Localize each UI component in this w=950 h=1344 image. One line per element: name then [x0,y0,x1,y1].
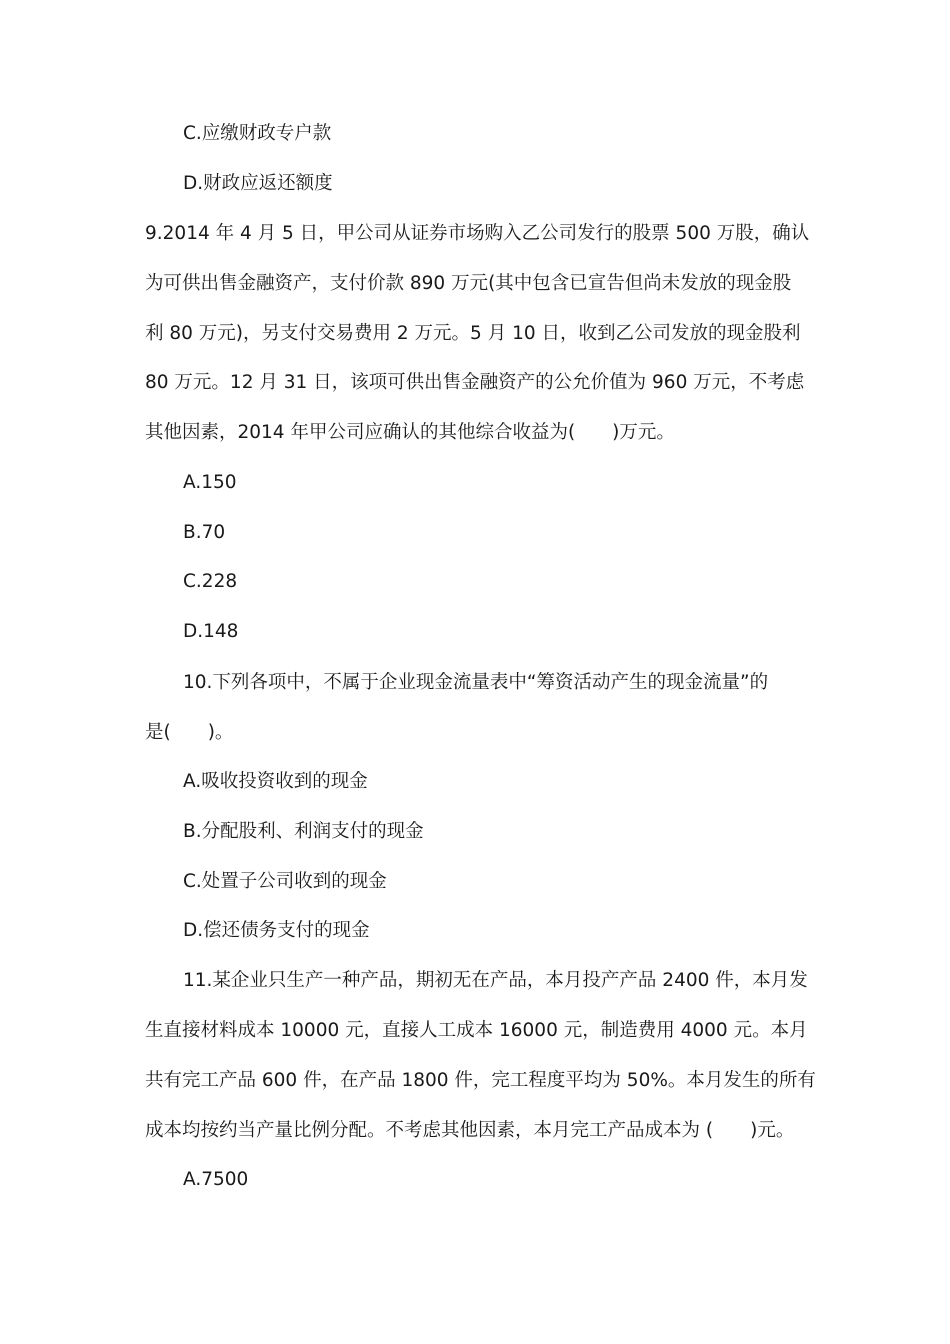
question-10-option-c: C.处置子公司收到的现金 [183,871,387,892]
question-11-line-4: 成本均按约当产量比例分配。不考虑其他因素，本月完工产品成本为 ( )元。 [145,1120,795,1141]
question-10-option-a: A.吸收投资收到的现金 [183,771,368,792]
question-9-line-5: 其他因素，2014 年甲公司应确认的其他综合收益为( )万元。 [145,422,675,443]
question-11-line-2: 生直接材料成本 10000 元，直接人工成本 16000 元，制造费用 4000 元。本月 [145,1020,808,1041]
question-9-line-1: 9.2014 年 4 月 5 日，甲公司从证券市场购入乙公司发行的股票 500 万股，确认 [145,223,810,244]
option-d: D.财政应返还额度 [183,173,333,194]
question-10-option-b: B.分配股利、利润支付的现金 [183,821,424,842]
question-9-option-b: B.70 [183,522,226,543]
question-9-option-c: C.228 [183,571,238,592]
question-10-option-d: D.偿还债务支付的现金 [183,920,370,941]
question-9-line-4: 80 万元。12 月 31 日，该项可供出售金融资产的公允价值为 960 万元，不考虑 [145,372,805,393]
option-c: C.应缴财政专户款 [183,123,332,144]
question-10-line-1: 10.下列各项中，不属于企业现金流量表中“筹资活动产生的现金流量”的 [183,672,769,693]
question-9-line-2: 为可供出售金融资产，支付价款 890 万元(其中包含已宣告但尚未发放的现金股 [145,273,792,294]
question-9-line-3: 利 80 万元)，另支付交易费用 2 万元。5 月 10 日，收到乙公司发放的现金股利 [145,323,801,344]
question-9-option-a: A.150 [183,472,237,493]
question-11-line-1: 11.某企业只生产一种产品，期初无在产品，本月投产产品 2400 件，本月发 [183,970,808,991]
question-10-line-2: 是( )。 [145,722,234,743]
question-11-line-3: 共有完工产品 600 件，在产品 1800 件，完工程度平均为 50%。本月发生的所有 [145,1070,816,1091]
question-11-option-a: A.7500 [183,1169,249,1190]
question-9-option-d: D.148 [183,621,239,642]
